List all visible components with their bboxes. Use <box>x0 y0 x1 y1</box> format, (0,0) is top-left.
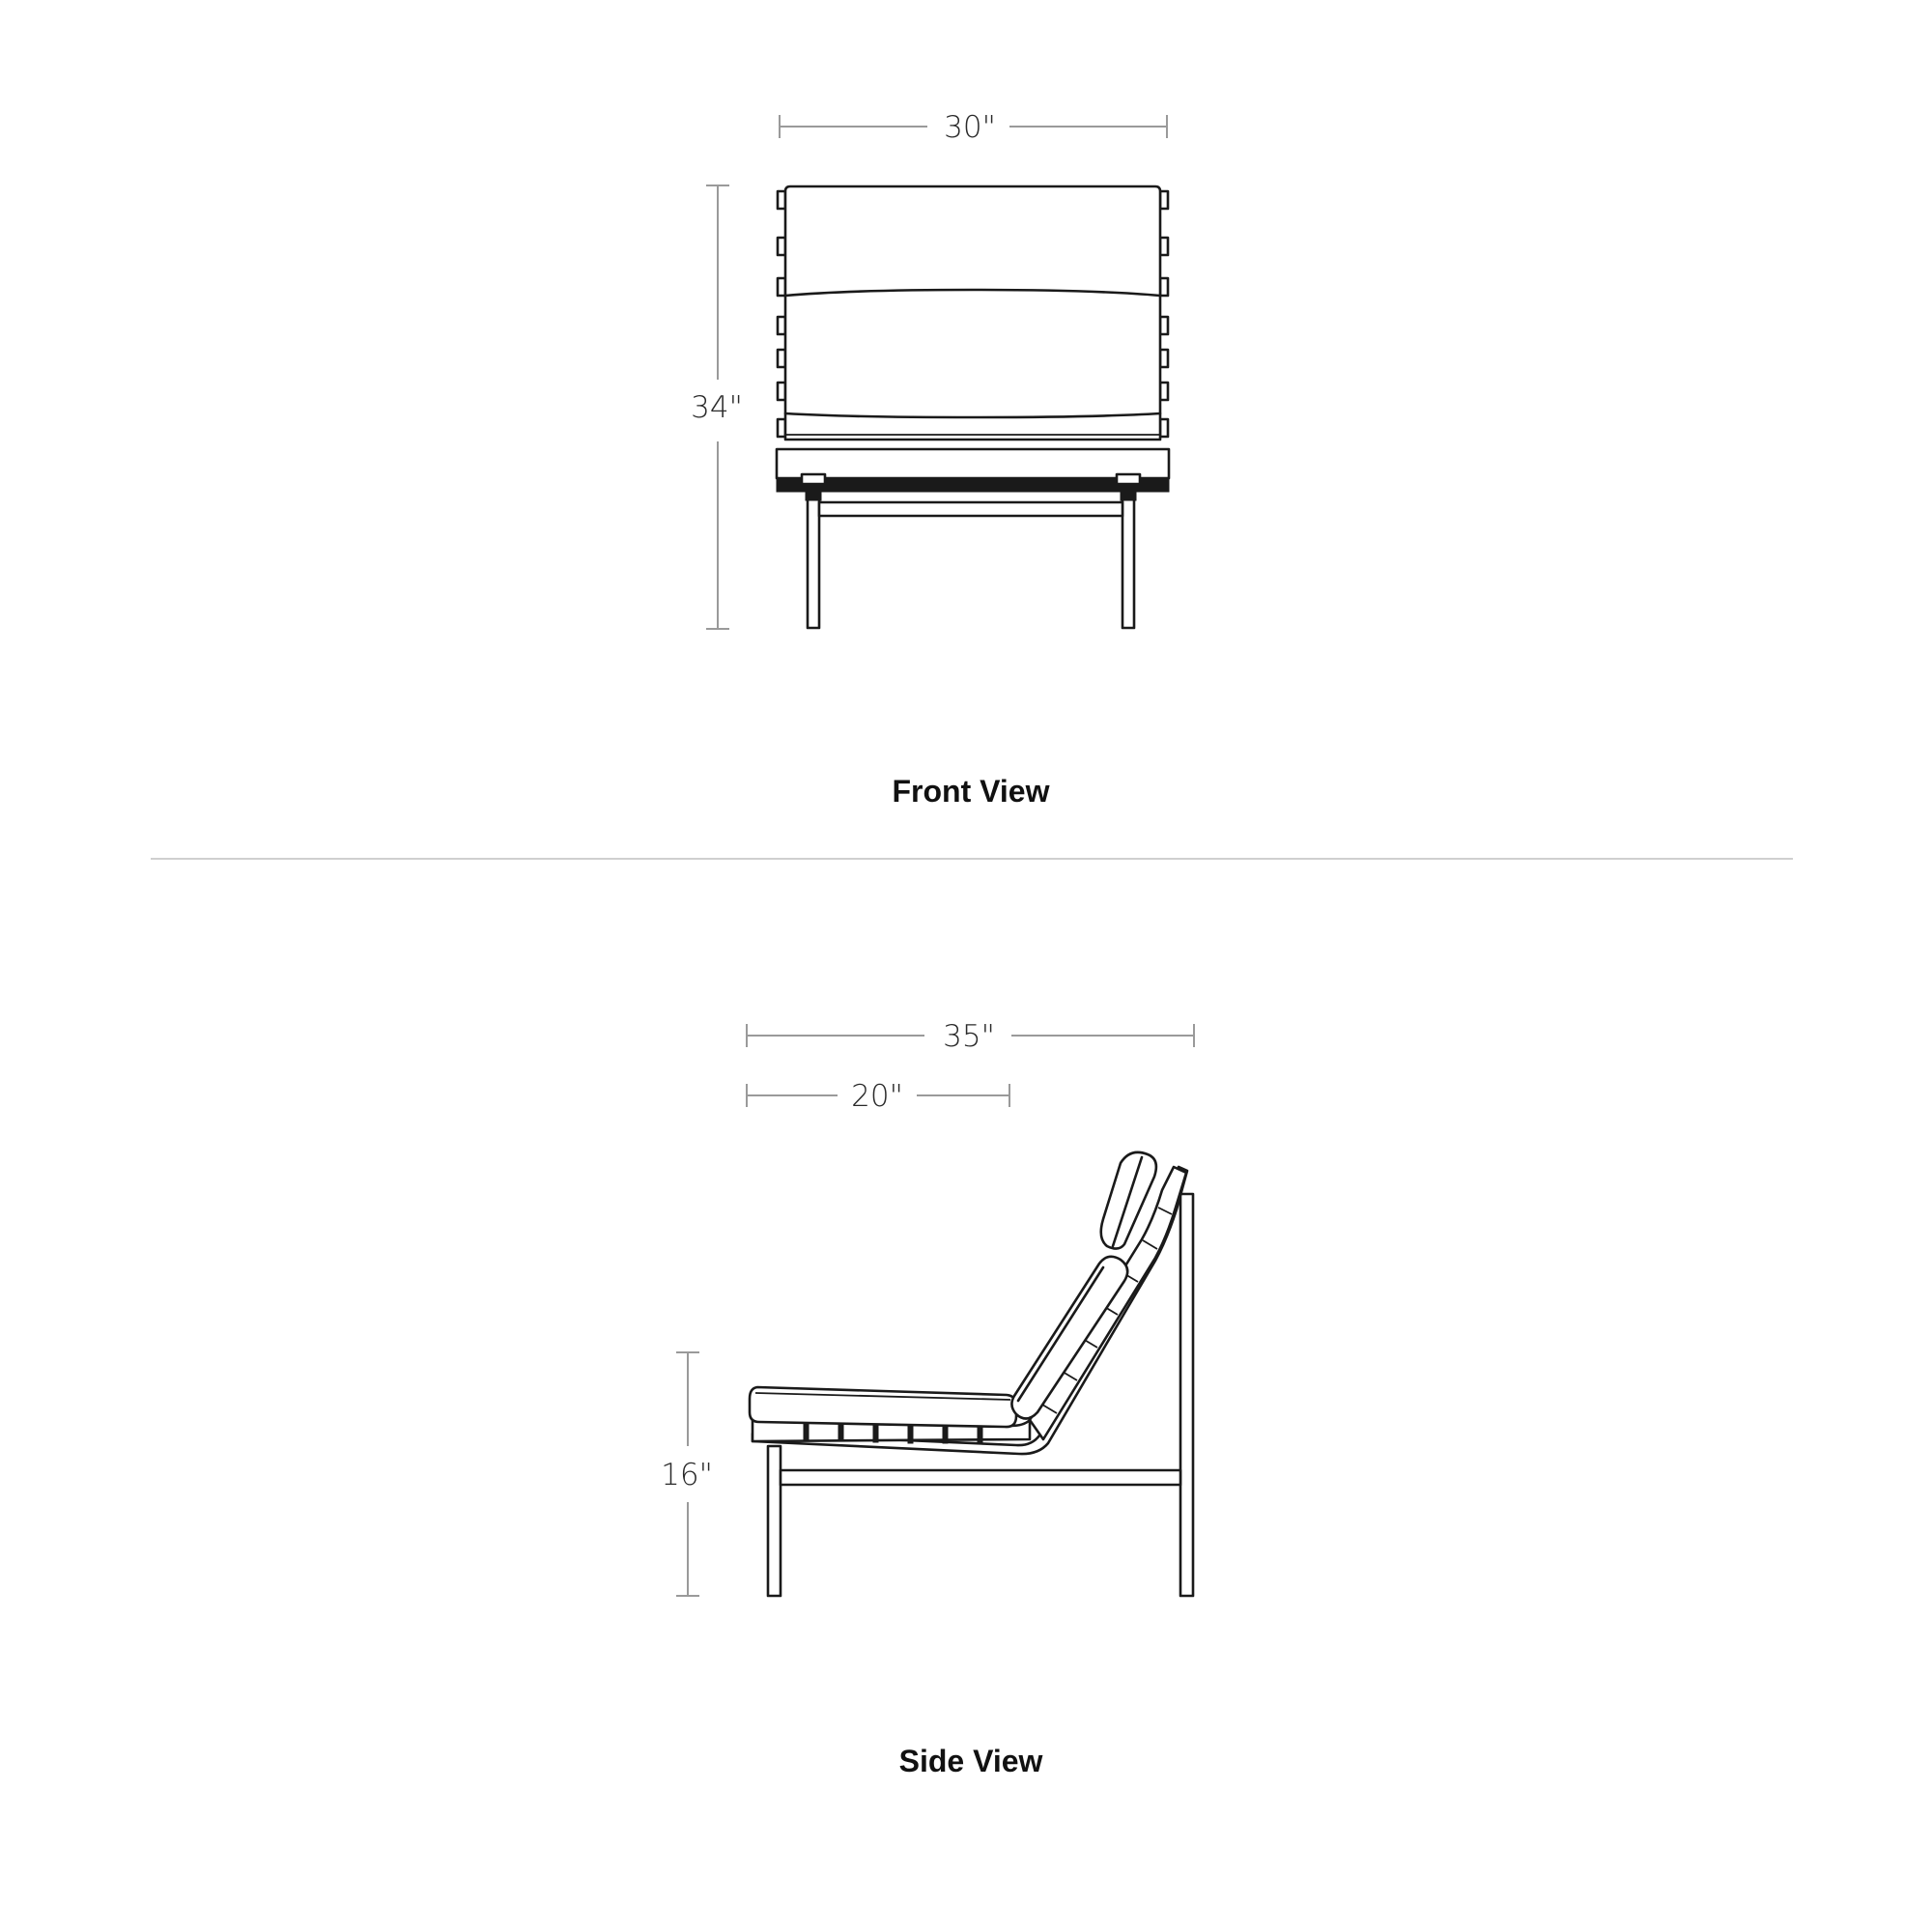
front-chair-drawing <box>777 186 1169 628</box>
side-seat-depth-dimension <box>747 1079 1009 1114</box>
side-stretcher <box>781 1470 1180 1485</box>
side-view <box>661 1019 1194 1778</box>
side-seat-height-dimension <box>661 1352 713 1596</box>
front-seat-frame <box>777 449 1169 478</box>
side-chair-drawing <box>750 1152 1193 1596</box>
front-view-title: Front View <box>892 774 1050 809</box>
front-legs <box>802 474 1140 628</box>
side-seat-height-label: 16" <box>661 1458 713 1492</box>
side-depth-label: 35" <box>943 1019 995 1054</box>
front-backrest <box>785 186 1160 440</box>
front-height-dimension <box>691 185 743 629</box>
front-view <box>691 110 1169 809</box>
side-depth-dimension <box>747 1019 1194 1054</box>
front-stretcher <box>819 502 1122 516</box>
side-front-leg <box>768 1446 781 1596</box>
side-view-title: Side View <box>898 1744 1043 1778</box>
side-rear-leg <box>1180 1194 1193 1596</box>
front-width-label: 30" <box>944 110 996 145</box>
side-seat-depth-label: 20" <box>851 1079 903 1114</box>
front-height-label: 34" <box>691 390 743 425</box>
front-width-dimension <box>780 110 1167 145</box>
